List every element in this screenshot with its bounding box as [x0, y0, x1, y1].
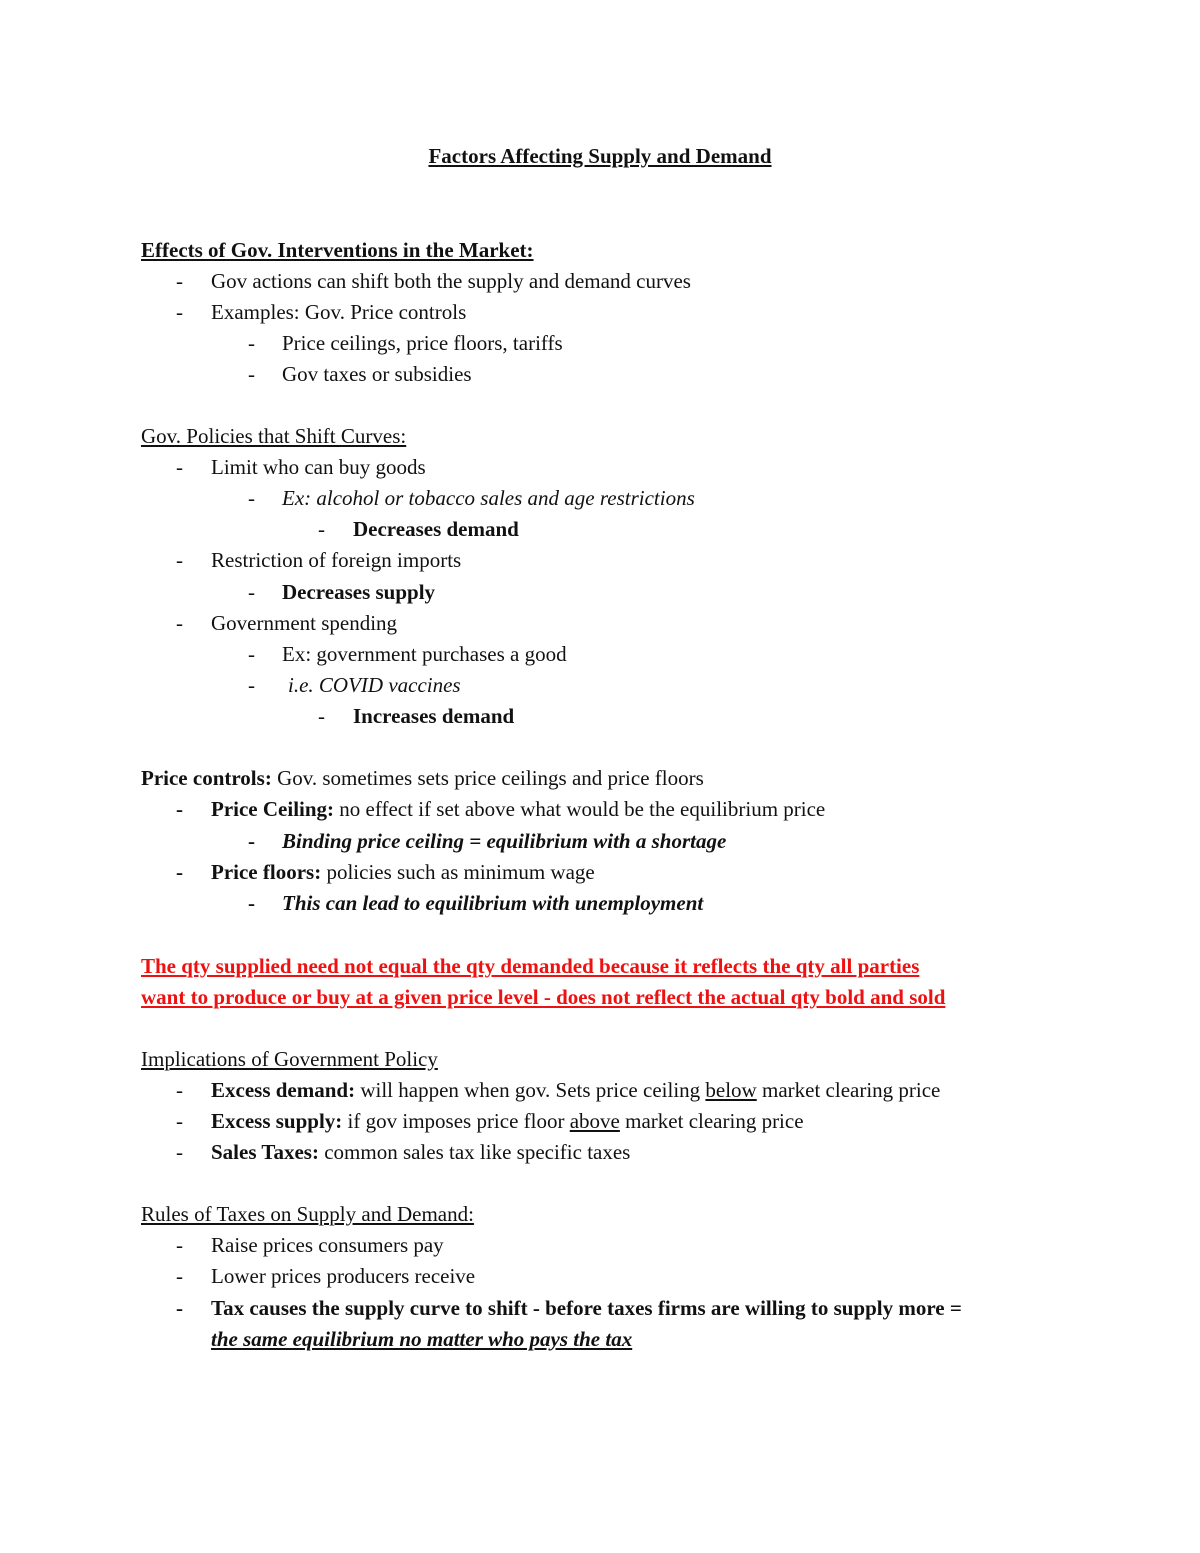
excess-demand-label: Excess demand:	[211, 1078, 356, 1102]
bullet-dash: -	[248, 486, 255, 510]
list-item: Price ceilings, price floors, tariffs	[282, 331, 563, 355]
list-item: Ex: alcohol or tobacco sales and age restrictions	[282, 486, 695, 510]
bullet-dash: -	[176, 1296, 183, 1320]
bullet-dash: -	[248, 580, 255, 604]
excess-supply-emphasis: above	[569, 1109, 620, 1133]
price-ceiling-subitem: Binding price ceiling = equilibrium with a shortage	[282, 829, 727, 853]
bullet-dash: -	[176, 1078, 183, 1102]
bullet-dash: -	[176, 611, 183, 635]
list-item: Ex: government purchases a good	[282, 642, 567, 666]
bullet-dash: -	[176, 455, 183, 479]
excess-supply-label: Excess supply:	[211, 1109, 343, 1133]
sales-taxes-text: common sales tax like specific taxes	[318, 1140, 631, 1164]
bullet-dash: -	[248, 829, 255, 853]
bullet-dash: -	[318, 517, 325, 541]
section-heading-interventions: Effects of Gov. Interventions in the Market:	[141, 238, 534, 262]
price-floors-label: Price floors:	[211, 860, 322, 884]
excess-supply-text: if gov imposes price floor	[342, 1109, 570, 1133]
list-item: Decreases demand	[353, 517, 519, 541]
bullet-dash: -	[176, 1140, 183, 1164]
price-floors-text: policies such as minimum wage	[321, 860, 595, 884]
list-item: Increases demand	[353, 704, 515, 728]
bullet-dash: -	[176, 797, 183, 821]
list-item: Restriction of foreign imports	[211, 548, 462, 572]
excess-demand-text: will happen when gov. Sets price ceiling	[355, 1078, 706, 1102]
bullet-dash: -	[176, 1264, 183, 1288]
section-heading-implications: Implications of Government Policy	[141, 1047, 438, 1071]
price-floors-subitem: This can lead to equilibrium with unemployment	[282, 891, 704, 915]
excess-supply-item	[211, 1108, 804, 1134]
tax-shift-line-2: the same equilibrium no matter who pays the tax	[211, 1327, 633, 1351]
list-item: Gov taxes or subsidies	[282, 362, 472, 386]
list-item: Examples: Gov. Price controls	[211, 300, 467, 324]
excess-supply-text-end: market clearing price	[619, 1109, 804, 1133]
bullet-dash: -	[176, 1233, 183, 1257]
bullet-dash: -	[248, 673, 255, 697]
excess-demand-item	[211, 1077, 940, 1103]
bullet-dash: -	[176, 548, 183, 572]
price-ceiling-label: Price Ceiling:	[211, 797, 335, 821]
note-line-2: want to produce or buy at a given price level - does not reflect the actual qty bold and sold	[141, 985, 946, 1009]
sales-taxes-item	[211, 1139, 630, 1165]
bullet-dash: -	[176, 1109, 183, 1133]
list-item: Decreases supply	[282, 580, 436, 604]
price-ceiling-item	[211, 796, 825, 822]
price-controls-text: Gov. sometimes sets price ceilings and price floors	[271, 766, 704, 790]
section-heading-policies: Gov. Policies that Shift Curves:	[141, 424, 407, 448]
price-controls-paragraph	[141, 765, 704, 791]
price-floors-item	[211, 859, 595, 885]
list-item: i.e. COVID vaccines	[288, 673, 461, 697]
bullet-dash: -	[248, 642, 255, 666]
price-controls-label: Price controls:	[141, 766, 272, 790]
list-item: Lower prices producers receive	[211, 1264, 476, 1288]
bullet-dash: -	[248, 362, 255, 386]
list-item: Raise prices consumers pay	[211, 1233, 444, 1257]
page-title: Factors Affecting Supply and Demand	[428, 144, 772, 168]
list-item: Limit who can buy goods	[211, 455, 426, 479]
section-heading-tax-rules: Rules of Taxes on Supply and Demand:	[141, 1202, 474, 1226]
bullet-dash: -	[318, 704, 325, 728]
bullet-dash: -	[248, 331, 255, 355]
bullet-dash: -	[176, 300, 183, 324]
excess-demand-emphasis: below	[705, 1078, 757, 1102]
price-ceiling-text: no effect if set above what would be the equilibrium price	[334, 797, 826, 821]
excess-demand-text-end: market clearing price	[756, 1078, 941, 1102]
sales-taxes-label: Sales Taxes:	[211, 1140, 319, 1164]
bullet-dash: -	[176, 269, 183, 293]
list-item: Government spending	[211, 611, 398, 635]
bullet-dash: -	[176, 860, 183, 884]
list-item: Gov actions can shift both the supply and demand curves	[211, 269, 691, 293]
bullet-dash: -	[248, 891, 255, 915]
tax-shift-line-1: Tax causes the supply curve to shift - before taxes firms are willing to supply more =	[211, 1296, 962, 1320]
note-line-1: The qty supplied need not equal the qty demanded because it reflects the qty all parties	[141, 954, 920, 978]
